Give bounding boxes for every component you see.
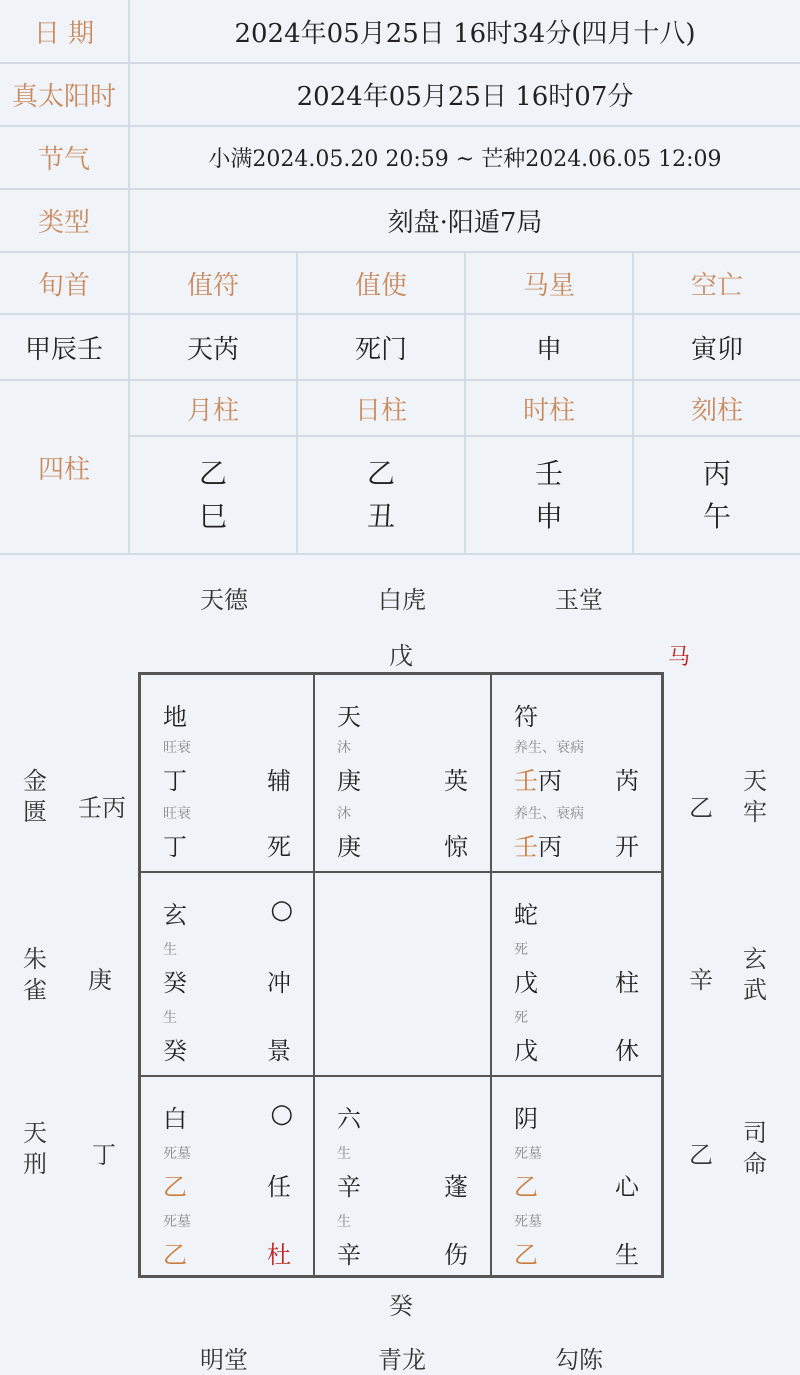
xunshou-header: 旬首 [0, 253, 130, 313]
earth-stem: 庚 [337, 833, 361, 861]
palace-door: 休 [615, 1037, 639, 1065]
palace-state: 死 [514, 1010, 528, 1026]
palace-star: 任 [267, 1173, 291, 1201]
month-gan: 乙 [198, 456, 227, 490]
date-row [0, 0, 800, 64]
heaven-stem [514, 761, 562, 796]
summary-header-row [0, 253, 800, 315]
bottom-stem: 癸 [389, 1292, 413, 1320]
top-god-right: 玉堂 [555, 586, 603, 614]
heaven-stem: 乙 [514, 1173, 538, 1201]
palace-door: 杜 [267, 1241, 291, 1269]
palace-god: 阴 [514, 1105, 538, 1133]
palace-center [314, 872, 491, 1076]
palace-state: 生 [163, 1010, 177, 1026]
heaven-stem: 乙 [163, 1173, 187, 1201]
palace-state: 养生、衰病 [514, 806, 584, 822]
stem-char: 丙 [538, 833, 562, 861]
palace-state: 沐 [337, 806, 351, 822]
palace-door: 生 [615, 1241, 639, 1269]
left-stem-top: 壬丙 [78, 794, 126, 822]
summary-value-row [0, 315, 800, 381]
palace-state: 沐 [337, 740, 351, 756]
kongwang-header: 空亡 [690, 270, 743, 301]
day-pillar [367, 452, 395, 539]
palace-god: 蛇 [514, 901, 538, 929]
palace-kan [314, 1076, 491, 1276]
four-pillars-row [0, 381, 800, 555]
left-god-top: 金匮 [23, 767, 47, 827]
kongwang-value: 寅卯 [690, 334, 743, 365]
right-god-top: 天牢 [743, 767, 767, 827]
stem-char: 丙 [538, 767, 562, 795]
earth-stem: 辛 [337, 1241, 361, 1269]
bottom-god-center: 青龙 [378, 1346, 426, 1374]
maxing-value: 申 [466, 315, 634, 379]
palace-god: 玄 [163, 901, 187, 929]
palace-state: 旺衰 [163, 740, 191, 756]
right-stem-bottom: 乙 [689, 1141, 713, 1169]
zhifu-header: 值符 [130, 253, 298, 313]
palace-qian [491, 1076, 662, 1276]
horse-mark: 马 [668, 645, 691, 670]
earth-stem: 癸 [163, 1037, 187, 1065]
solar-time-value: 2024年05月25日 16时07分 [296, 82, 634, 112]
palace-dui [491, 872, 662, 1076]
earth-stem [514, 827, 562, 862]
type-label: 类型 [0, 190, 130, 251]
day-zhi: 丑 [366, 500, 395, 533]
palace-gen [140, 1076, 314, 1276]
palace-state: 旺衰 [163, 806, 191, 822]
ke-pillar [703, 452, 731, 539]
palace-kun [491, 674, 662, 872]
month-pillar [199, 452, 227, 539]
right-god-bottom: 司命 [743, 1119, 767, 1179]
type-row [0, 190, 800, 253]
palace-xun [140, 674, 314, 872]
palace-state: 死墓 [163, 1146, 191, 1162]
palace-state: 死 [514, 942, 528, 958]
earth-stem: 丁 [163, 833, 187, 861]
nine-palace-grid [138, 672, 664, 1278]
palace-god: 地 [163, 703, 187, 731]
empty-circle-icon: ○ [270, 895, 293, 925]
palace-god: 天 [337, 703, 361, 731]
palace-door: 开 [615, 833, 639, 861]
hour-zhi: 申 [534, 500, 563, 533]
palace-door: 伤 [444, 1241, 468, 1269]
palace-state: 死墓 [514, 1146, 542, 1162]
palace-state: 生 [163, 942, 177, 958]
palace-state: 生 [337, 1214, 351, 1230]
ke-gan: 丙 [702, 456, 731, 490]
palace-state: 死墓 [163, 1214, 191, 1230]
ke-zhi: 午 [702, 500, 731, 533]
jieqi-row [0, 127, 800, 190]
left-god-bottom: 天刑 [23, 1119, 47, 1179]
right-god-middle: 玄武 [743, 945, 767, 1005]
bottom-god-left: 明堂 [200, 1346, 248, 1374]
palace-star: 心 [615, 1173, 639, 1201]
jieqi-value: 小满2024.05.20 20:59 ~ 芒种2024.06.05 12:09 [208, 147, 722, 172]
top-god-left: 天德 [200, 586, 248, 614]
palace-god: 六 [337, 1105, 361, 1133]
date-value: 2024年05月25日 16时34分(四月十八) [234, 18, 696, 49]
palace-state: 养生、衰病 [514, 740, 584, 756]
zhishi-header: 值使 [298, 253, 466, 313]
palace-star: 冲 [267, 969, 291, 997]
palace-star: 英 [444, 767, 468, 795]
day-pillar-header: 日柱 [298, 381, 466, 435]
hour-pillar-header: 时柱 [466, 381, 634, 435]
heaven-stem: 辛 [337, 1173, 361, 1201]
palace-star: 芮 [615, 767, 639, 795]
palace-zhen [140, 872, 314, 1076]
earth-stem: 乙 [163, 1241, 187, 1269]
left-stem-middle: 庚 [88, 966, 112, 994]
palace-door: 惊 [444, 833, 468, 861]
hour-gan: 壬 [534, 456, 563, 490]
jieqi-label: 节气 [0, 127, 130, 188]
maxing-header: 马星 [466, 253, 634, 313]
top-god-center: 白虎 [378, 586, 426, 614]
palace-state: 死墓 [514, 1214, 542, 1230]
zhishi-value: 死门 [298, 315, 466, 379]
heaven-stem: 庚 [337, 767, 361, 795]
palace-star: 蓬 [444, 1173, 468, 1201]
palace-li [314, 674, 491, 872]
heaven-stem: 丁 [163, 767, 187, 795]
right-stem-top: 乙 [689, 794, 713, 822]
left-stem-bottom: 丁 [92, 1141, 116, 1169]
palace-god: 符 [514, 703, 538, 731]
xunshou-value: 甲辰壬 [0, 315, 130, 379]
top-stem: 戊 [389, 642, 413, 670]
palace-door: 死 [267, 833, 291, 861]
heaven-stem: 癸 [163, 969, 187, 997]
stem-char: 壬 [514, 833, 538, 861]
stem-char: 壬 [514, 767, 538, 795]
left-god-middle: 朱雀 [23, 945, 47, 1005]
solar-time-row [0, 64, 800, 127]
palace-god: 白 [163, 1105, 187, 1133]
month-pillar-header: 月柱 [130, 381, 298, 435]
palace-door: 景 [267, 1037, 291, 1065]
palace-star: 柱 [615, 969, 639, 997]
zhifu-value: 天芮 [130, 315, 298, 379]
hour-pillar [535, 452, 563, 539]
palace-state: 生 [337, 1146, 351, 1162]
earth-stem: 乙 [514, 1241, 538, 1269]
info-table [0, 0, 800, 555]
palace-star: 辅 [267, 767, 291, 795]
bottom-god-right: 勾陈 [555, 1346, 603, 1374]
heaven-stem: 戊 [514, 969, 538, 997]
month-zhi: 巳 [198, 500, 227, 533]
date-label: 日 期 [0, 0, 130, 62]
earth-stem: 戊 [514, 1037, 538, 1065]
day-gan: 乙 [366, 456, 395, 490]
empty-circle-icon: ○ [270, 1099, 293, 1129]
four-pillars-label: 四柱 [0, 381, 130, 553]
solar-time-label: 真太阳时 [0, 64, 130, 125]
type-value: 刻盘·阳遁7局 [387, 208, 543, 238]
ke-pillar-header: 刻柱 [690, 395, 743, 426]
right-stem-middle: 辛 [689, 966, 713, 994]
